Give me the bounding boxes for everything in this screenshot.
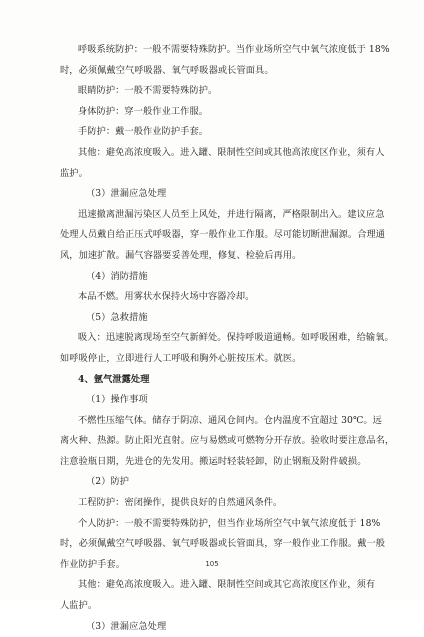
text-line: 本品不燃。用雾状水保持火场中容器冷却。 — [78, 291, 255, 303]
subsection-heading: （3）泄漏应急处理 — [86, 188, 167, 200]
subsection-heading: （4）消防措施 — [86, 270, 148, 282]
text-line: 其他：避免高浓度吸入。进入罐、限制性空间或其他高浓度区作业，须有人 — [78, 146, 385, 158]
text-line: 风，加速扩散。漏气容器要妥善处理，修复、检验后再用。 — [60, 249, 302, 261]
subsection-heading: （3）泄漏应急处理 — [86, 620, 167, 632]
text-line: 不燃性压缩气体。储存于阴凉、通风仓间内。仓内温度不宜超过 30℃。远 — [78, 414, 382, 426]
text-line: 身体防护：穿一般作业工作服。 — [78, 105, 209, 117]
section-heading: 4、氩气泄露处理 — [78, 373, 150, 385]
text-line: 工程防护：密闭操作，提供良好的自然通风条件。 — [78, 497, 283, 509]
subsection-heading: （5）急救措施 — [86, 311, 148, 323]
document-body — [60, 40, 395, 637]
text-line: 迅速撤离泄漏污染区人员至上风处，并进行隔离，严格限制出入。建议应急 — [78, 208, 385, 220]
text-line: 个人防护：一般不需要特殊防护，但当作业场所空气中氧气浓度低于 18% — [78, 517, 381, 529]
text-line: 处理人员戴自给正压式呼吸器，穿一般作业工作服。尽可能切断泄漏源。合理通 — [60, 229, 386, 241]
text-line: 监护。 — [60, 167, 88, 179]
text-line: 其他：避免高浓度吸入。进入罐、限制性空间或其它高浓度区作业，须有 — [78, 579, 376, 591]
text-line: 作业防护手套。 — [60, 558, 126, 570]
text-line: 离火种、热源。防止阳光直射。应与易燃或可燃物分开存放。验收时要注意品名， — [60, 435, 395, 447]
text-line: 吸入：迅速脱离现场至空气新鲜处。保持呼吸道通畅。如呼吸困难，给输氧。 — [78, 332, 394, 344]
text-line: 手防护：戴一般作业防护手套。 — [78, 126, 209, 138]
page-number: 105 — [205, 560, 219, 568]
text-line: 呼吸系统防护：一般不需要特殊防护。当作业场所空气中氧气浓度低于 18% — [78, 44, 390, 55]
text-line: 注意验瓶日期，先进仓的先发用。搬运时轻装轻卸，防止钢瓶及附件破损。 — [60, 455, 367, 467]
text-line: 时，必须佩戴空气呼吸器、氧气呼吸器或长管面具，穿一般作业工作服。戴一般 — [60, 538, 386, 550]
text-line: 时，必须佩戴空气呼吸器、氧气呼吸器或长管面具。 — [60, 64, 274, 76]
subsection-heading: （1）操作事项 — [86, 394, 148, 406]
text-line: 人监护。 — [60, 600, 98, 612]
text-line: 如呼吸停止，立即进行人工呼吸和胸外心脏按压术。就医。 — [60, 352, 302, 364]
text-line: 眼睛防护：一般不需要特殊防护。 — [78, 85, 218, 97]
subsection-heading: （2）防护 — [86, 476, 130, 488]
